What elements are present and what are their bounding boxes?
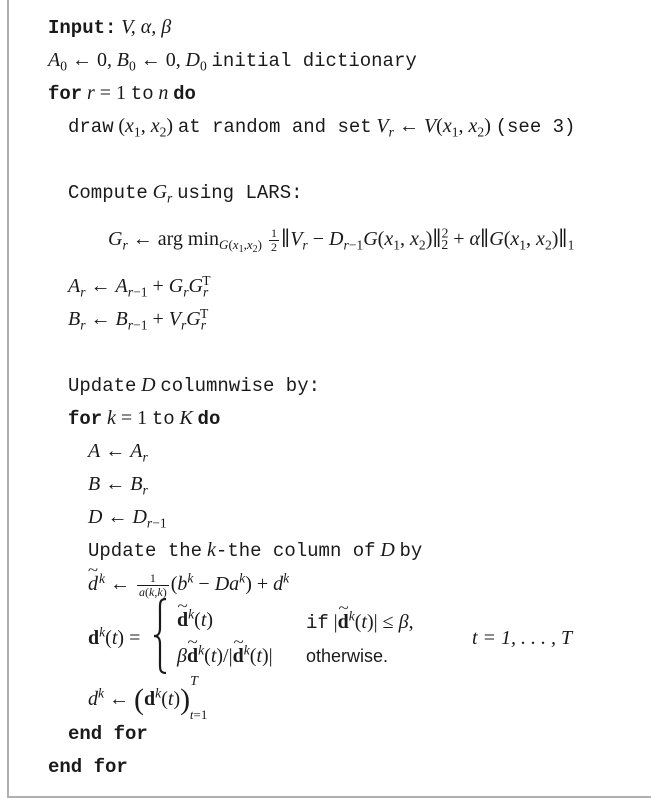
outer-end-for: end for bbox=[48, 756, 128, 778]
draw-line: draw ($x_1$, $x_2$) at random and set $V_r$ ← $V(x_1$, $x_2$) (see 3) bbox=[68, 115, 576, 140]
t-range: t = 1, . . . , T bbox=[472, 627, 573, 649]
argmin-equation: $G_r$ ← arg $\min_{G(x_1,x_2)}$ $\frac{1}{2}$ $\parallel V_r - D_{r-1}G(x_1$, $x_2)\parallel^2_2$ + $\alpha\parallel G(x_1$, $x_2)\parallel_1$ bbox=[108, 225, 575, 256]
dk-assign-equation: $d^k$ ← $(d^k(t))^T_{t=1}$ bbox=[88, 674, 208, 722]
case-1-expr: ~ $d^k(t)$ bbox=[177, 608, 213, 632]
compute-line: Compute $G_r$ using LARS: bbox=[68, 181, 303, 206]
assign-d: D ← $D_{r-1}$ bbox=[88, 506, 167, 531]
case-2-cond: otherwise. bbox=[306, 646, 389, 666]
init-text: initial dictionary bbox=[211, 50, 417, 72]
update-b-equation: $B_r$ ← $B_{r-1} + V_rG_r^T$ bbox=[68, 305, 209, 333]
inner-for-line: for k = 1 to K do bbox=[68, 407, 221, 430]
assign-a: A ← $A_r$ bbox=[88, 440, 148, 465]
init-line: $A_0$ ← 0, $B_0$ ← 0, $D_0$ initial dictionary bbox=[48, 49, 417, 74]
piecewise-lhs: $d^k(t)$ = bbox=[88, 624, 141, 649]
case-2-expr: β~ $d^k(t)/|\sim$ $d^k(t)|$ bbox=[177, 644, 273, 668]
input-line: Input: V, α, β bbox=[48, 16, 172, 39]
left-brace-icon bbox=[153, 598, 167, 674]
update-d-line: Update D columnwise by: bbox=[68, 374, 321, 397]
outer-for-line: for r = 1 to n do bbox=[48, 82, 196, 105]
update-a-equation: $A_r$ ← $A_{r-1} + G_rG_r^T$ bbox=[68, 272, 211, 300]
update-column-line: Update the k-the column of D by bbox=[88, 539, 423, 562]
assign-b: B ← $B_r$ bbox=[88, 473, 148, 498]
inner-end-for: end for bbox=[68, 723, 148, 745]
case-1-cond: if |~ $d^k(t)| \le \beta$, bbox=[306, 610, 414, 635]
input-vars: V, α, β bbox=[121, 16, 172, 38]
dtilde-equation: ~ $d^k$ ← $\frac{1}{a(k,k)}$ $(b^k - Da^k) + d^k$ bbox=[88, 572, 289, 599]
